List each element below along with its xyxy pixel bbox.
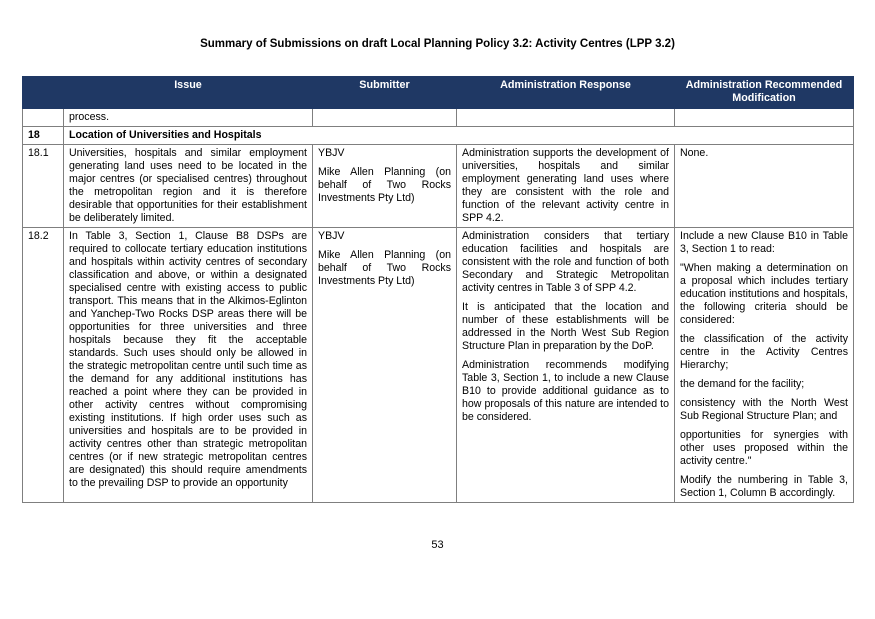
page-number: 53 (431, 539, 444, 551)
cell-response (457, 228, 675, 503)
cell-response (457, 109, 675, 127)
submitter-name: YBJV (318, 230, 345, 242)
modification-paragraph: "When making a determination on a proposal which includes tertiary education institutions and hospitals, the following criteria should be considered: (680, 262, 848, 326)
issue-text: Universities, hospitals and similar employment generating land uses need to be located in the major centres (or specialised centres) throughout the metropolitan region and it is therefore desirable that opportunities for their establishment be deliberately limited. (69, 147, 307, 224)
header-submitter: Submitter (313, 77, 457, 109)
response-paragraph: It is anticipated that the location and number of these establishments will be addressed in the North West Sub Region Structure Plan in preparation by the DoP. (462, 301, 669, 352)
modification-paragraph: the demand for the facility; (680, 378, 805, 390)
modification-paragraph: consistency with the North West Sub Regional Structure Plan; and (680, 397, 848, 422)
submitter-name: YBJV (318, 147, 345, 159)
cell-modification (675, 145, 854, 228)
header-issue: Issue (64, 77, 313, 109)
table-row (23, 228, 854, 503)
cell-issue (64, 228, 313, 503)
submitter-name: Mike Allen Planning (on behalf of Two Rocks Investments Pty Ltd) (318, 249, 451, 287)
issue-text: In Table 3, Section 1, Clause B8 DSPs are required to collocate tertiary education institutions and hospitals within activity centres of secondary classification and above, or within a designated specialised centre with existing access to public transport. This means that in the Alkimos-Eglinton and Yanchep-Two Rocks DSP areas there will be opportunities for three universities and three hospitals because they fit the acceptable standards. Such uses should only be allowed in the strategic metropolitan centre until such time as the demand for any additional institutions has reached a point where they can be provided in other activity centres without compromising existing institutions. If high order uses such as universities and hospitals are to be provided in activity centres other than strategic metropolitan centres (or if new strategic metropolitan centres are designated) this should require amendments to the prevailing DSP to provide an opportunity (69, 230, 307, 489)
section-number: 18 (23, 127, 64, 145)
cell-issue: process. (64, 109, 313, 127)
cell-modification (675, 109, 854, 127)
section-heading-row (23, 127, 854, 145)
submissions-table (22, 76, 854, 503)
modification-paragraph: the classification of the activity centre in the Activity Centres Hierarchy; (680, 333, 848, 371)
table-row-continuation (23, 109, 854, 127)
cell-modification (675, 228, 854, 503)
submitter-name: Mike Allen Planning (on behalf of Two Rocks Investments Pty Ltd) (318, 166, 451, 204)
header-modification: Administration Recommended Modification (675, 77, 854, 109)
response-text: Administration supports the development of universities, hospitals and similar employment generating land uses where they are consistent with the role and function of the relevant activity centre in SPP 4.2. (462, 147, 669, 224)
cell-number: 18.2 (23, 228, 64, 503)
cell-issue (64, 145, 313, 228)
cell-submitter (313, 228, 457, 503)
cell-response (457, 145, 675, 228)
table-header-row (23, 77, 854, 109)
modification-paragraph: opportunities for synergies with other uses proposed within the activity centre." (680, 429, 848, 467)
cell-number (23, 109, 64, 127)
cell-submitter (313, 145, 457, 228)
section-heading: Location of Universities and Hospitals (64, 127, 854, 145)
cell-number: 18.1 (23, 145, 64, 228)
modification-paragraph: Include a new Clause B10 in Table 3, Section 1 to read: (680, 230, 848, 255)
response-paragraph: Administration considers that tertiary education facilities and hospitals are consistent with the role and function of both Secondary and Strategic Metropolitan activity centres in Table 3 of SPP 4.2. (462, 230, 669, 294)
response-paragraph: Administration recommends modifying Table 3, Section 1, to include a new Clause B10 to provide additional guidance as to how proposals of this nature are intended to be considered. (462, 359, 669, 423)
header-number (23, 77, 64, 109)
header-response: Administration Response (457, 77, 675, 109)
modification-text: None. (680, 147, 709, 159)
cell-submitter (313, 109, 457, 127)
table-row (23, 145, 854, 228)
document-title: Summary of Submissions on draft Local Planning Policy 3.2: Activity Centres (LPP 3.2) (200, 38, 675, 50)
modification-paragraph: Modify the numbering in Table 3, Section 1, Column B accordingly. (680, 474, 848, 499)
